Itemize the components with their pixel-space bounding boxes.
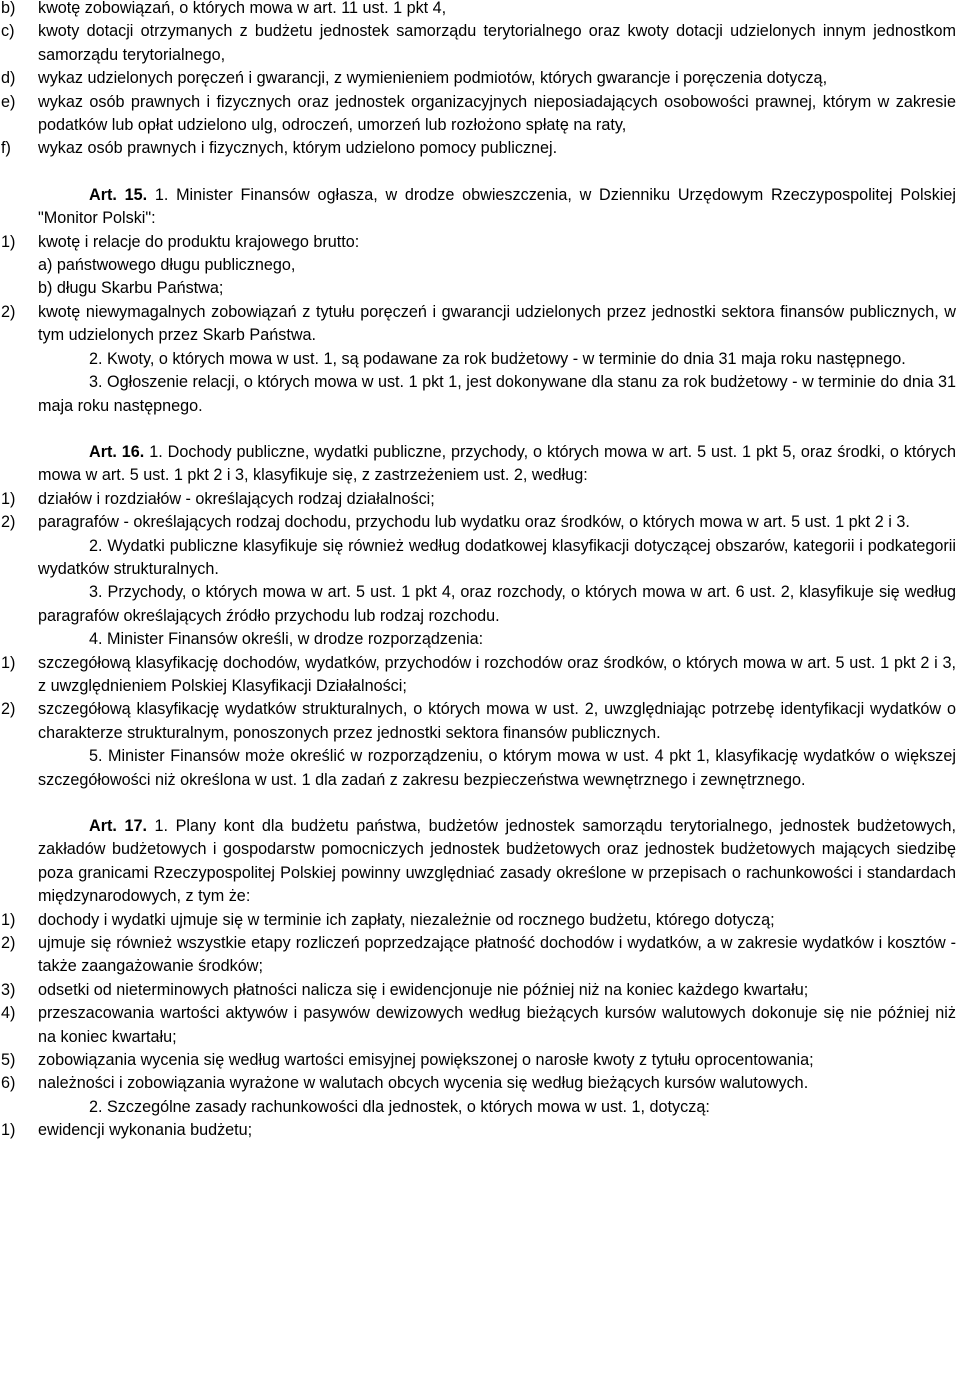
list-item: 2) ujmuje się również wszystkie etapy rozliczeń poprzedzające płatność dochodów i wydatków, a w zakresie wydatków i kosztów - także zaangażowanie środków;	[1, 934, 956, 976]
list-item: 1) kwotę i relacje do produktu krajowego brutto:	[1, 232, 360, 251]
list-item: 1) dochody i wydatki ujmuje się w terminie ich zapłaty, niezależnie od rocznego budżetu, którego dotyczą;	[1, 910, 775, 929]
article-17: Art. 17. 1. Plany kont dla budżetu państwa, budżetów jednostek samorządu terytorialnego, jednostek budżetowych, zakładów budżetowych i gospodarstw pomocniczych jednostek budżetowych oraz jednostek budżetowych mających siedzibę poza granicami Rzeczypospolitej Polskiej powinny uwzględniać zasady określone w przepisach o rachunkowości i standardach międzynarodowych, z tym że:	[38, 817, 956, 906]
list-item: e) wykaz osób prawnych i fizycznych oraz jednostek organizacyjnych nieposiadających osobowości prawnej, którym w zakresie podatków lub opłat udzielono ulg, odroczeń, umorzeń lub rozłożono spłatę na raty,	[1, 92, 956, 135]
list-item: f) wykaz osób prawnych i fizycznych, którym udzielono pomocy publicznej.	[1, 139, 558, 158]
list-subitem: b) długu Skarbu Państwa;	[38, 279, 224, 298]
article-label: Art. 15.	[89, 185, 148, 204]
paragraph: 2. Kwoty, o których mowa w ust. 1, są podawane za rok budżetowy - w terminie do dnia 31 maja roku następnego.	[89, 349, 906, 368]
paragraph: 2. Szczególne zasady rachunkowości dla jednostek, o których mowa w ust. 1, dotyczą:	[89, 1097, 710, 1116]
article-label: Art. 16.	[89, 442, 145, 461]
paragraph: 2. Wydatki publiczne klasyfikuje się również według dodatkowej klasyfikacji dotyczącej obszarów, kategorii i podkategorii wydatków strukturalnych.	[38, 536, 956, 578]
paragraph: 5. Minister Finansów może określić w rozporządzeniu, o którym mowa w ust. 4 pkt 1, klasyfikację wydatków o większej szczegółowości niż określona w ust. 1 dla zadań z zakresu bezpieczeństwa wewnętrznego i zewnętrznego.	[38, 747, 956, 789]
paragraph: 4. Minister Finansów określi, w drodze rozporządzenia:	[89, 630, 484, 649]
list-item: c) kwoty dotacji otrzymanych z budżetu jednostek samorządu terytorialnego oraz kwoty dotacji udzielonych innym jednostkom samorządu terytorialnego,	[1, 22, 956, 64]
list-item: 2) szczegółową klasyfikację wydatków strukturalnych, o których mowa w ust. 2, uwzględniając potrzebę identyfikacji wydatków o charakterze strukturalnym, ponoszonych przez jednostki sektora finansów publicznych.	[1, 700, 956, 742]
list-subitem: a) państwowego długu publicznego,	[38, 256, 296, 275]
list-item: 1) szczegółową klasyfikację dochodów, wydatków, przychodów i rozchodów oraz środków, o których mowa w art. 5 ust. 1 pkt 2 i 3, z uwzględnieniem Polskiej Klasyfikacji Działalności;	[1, 653, 956, 695]
list-item: 3) odsetki od nieterminowych płatności nalicza się i ewidencjonuje nie później niż na koniec każdego kwartału;	[1, 980, 809, 999]
list-item: 1) działów i rozdziałów - określających rodzaj działalności;	[1, 489, 435, 508]
paragraph: 3. Ogłoszenie relacji, o których mowa w ust. 1 pkt 1, jest dokonywane dla stanu za rok budżetowy - w terminie do dnia 31 maja roku następnego.	[38, 373, 956, 415]
list-item: b) kwotę zobowiązań, o których mowa w art. 11 ust. 1 pkt 4,	[1, 0, 447, 17]
list-item: 6) należności i zobowiązania wyrażone w walutach obcych wycenia się według bieżących kursów walutowych.	[1, 1074, 809, 1093]
paragraph: 3. Przychody, o których mowa w art. 5 ust. 1 pkt 4, oraz rozchody, o których mowa w art. 6 ust. 2, klasyfikuje się według paragrafów określających źródło przychodu lub rodzaj rozchodu.	[38, 583, 956, 625]
list-item: 4) przeszacowania wartości aktywów i pasywów dewizowych według bieżących kursów walutowych dokonuje się nie później niż na koniec kwartału;	[1, 1004, 956, 1046]
article-15: Art. 15. 1. Minister Finansów ogłasza, w drodze obwieszczenia, w Dzienniku Urzędowym Rzeczypospolitej Polskiej "Monitor Polski":	[38, 185, 956, 228]
list-item: 2) paragrafów - określających rodzaj dochodu, przychodu lub wydatku oraz środków, o których mowa w art. 5 ust. 1 pkt 2 i 3.	[1, 513, 910, 532]
list-item: d) wykaz udzielonych poręczeń i gwarancji, z wymienieniem podmiotów, których gwarancje i poręczenia dotyczą,	[1, 69, 828, 88]
list-item: 1) ewidencji wykonania budżetu;	[1, 1121, 253, 1140]
list-item: 2) kwotę niewymagalnych zobowiązań z tytułu poręczeń i gwarancji udzielonych przez jednostki sektora finansów publicznych, w tym udzielonych przez Skarb Państwa.	[1, 302, 956, 345]
list-item: 5) zobowiązania wycenia się według wartości emisyjnej powiększonej o narosłe kwoty z tytułu oprocentowania;	[1, 1051, 814, 1070]
article-16: Art. 16. 1. Dochody publiczne, wydatki publiczne, przychody, o których mowa w art. 5 ust. 1 pkt 5, oraz środki, o których mowa w art. 5 ust. 1 pkt 2 i 3, klasyfikuje się, z zastrzeżeniem ust. 2, według:	[38, 442, 957, 485]
article-label: Art. 17.	[89, 817, 147, 835]
